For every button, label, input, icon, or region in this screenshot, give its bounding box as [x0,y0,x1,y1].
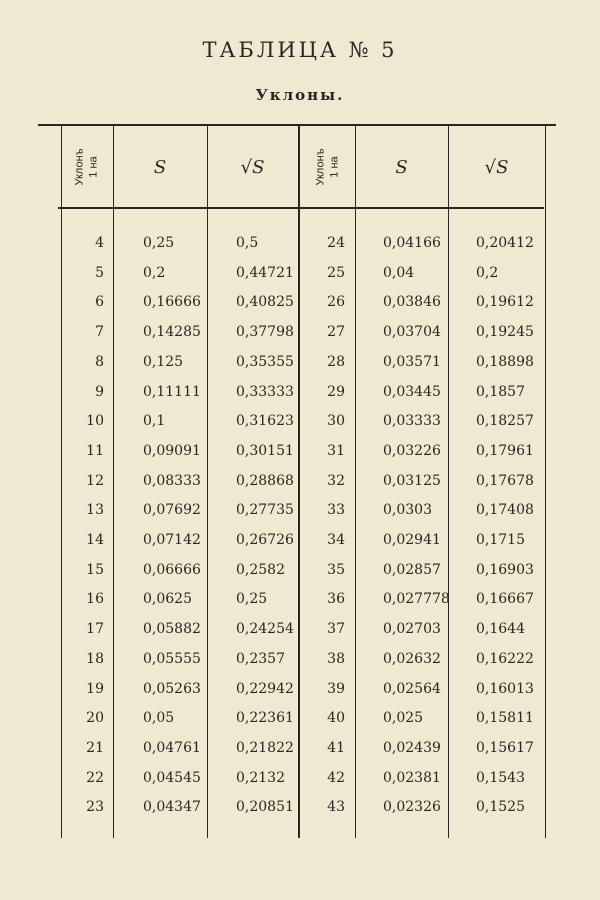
right-s-cell: 0,03445 [383,383,441,400]
table-row [0,645,600,675]
right-s-cell: 0,03333 [383,413,441,430]
right-sqrt-cell: 0,16013 [476,680,534,697]
right-slope-cell: 30 [327,413,345,430]
left-sqrt-cell: 0,22942 [236,680,294,697]
header-sqrt-left [207,126,298,208]
right-sqrt-cell: 0,16667 [476,591,534,608]
table-row [0,675,600,705]
right-slope-cell: 37 [327,621,345,638]
left-slope-cell: 20 [86,710,104,727]
right-sqrt-cell: 0,18257 [476,413,534,430]
table-row [0,229,600,259]
header-sqrt-label: √S [484,156,509,178]
right-s-cell: 0,03846 [383,294,441,311]
right-slope-cell: 35 [327,561,345,578]
right-slope-cell: 39 [327,680,345,697]
right-sqrt-cell: 0,16903 [476,561,534,578]
left-slope-cell: 4 [95,235,104,251]
right-sqrt-cell: 0,15811 [476,710,534,727]
right-sqrt-cell: 0,19245 [476,324,534,341]
left-slope-cell: 9 [95,383,104,400]
left-slope-cell: 8 [95,353,104,370]
left-s-cell: 0,11111 [143,383,201,400]
right-sqrt-cell: 0,2 [476,264,499,281]
table-row [0,318,600,348]
table-row [0,526,600,556]
header-s-label: S [153,156,167,178]
left-s-cell: 0,16666 [143,294,201,311]
right-s-cell: 0,03226 [383,442,441,459]
right-slope-cell: 31 [327,442,345,459]
right-sqrt-cell: 0,1525 [476,799,525,816]
right-slope-cell: 34 [327,532,345,548]
right-s-cell: 0,025 [383,710,424,727]
left-s-cell: 0,05882 [143,621,201,638]
left-s-cell: 0,1 [143,413,166,430]
table-row [0,734,600,764]
right-slope-cell: 33 [327,502,345,519]
left-slope-cell: 11 [86,442,104,459]
right-s-cell: 0,03704 [383,324,441,341]
left-slope-cell: 18 [86,650,104,667]
left-slope-cell: 14 [86,532,104,548]
left-slope-cell: 7 [95,324,104,341]
right-sqrt-cell: 0,1715 [476,532,525,548]
table-row [0,615,600,645]
right-s-cell: 0,02703 [383,621,441,638]
right-s-cell: 0,02439 [383,739,441,756]
left-s-cell: 0,07692 [143,502,201,519]
left-sqrt-cell: 0,2582 [236,561,285,578]
left-s-cell: 0,09091 [143,442,201,459]
left-slope-cell: 10 [86,413,104,430]
right-s-cell: 0,0303 [383,502,432,519]
left-sqrt-cell: 0,44721 [236,264,294,281]
right-slope-cell: 26 [327,294,345,311]
left-s-cell: 0,0625 [143,591,192,608]
left-sqrt-cell: 0,30151 [236,442,294,459]
right-slope-cell: 43 [327,799,345,816]
right-sqrt-cell: 0,19612 [476,294,534,311]
right-s-cell: 0,02564 [383,680,441,697]
left-slope-cell: 15 [86,561,104,578]
page-title: ТАБЛИЦА № 5 [202,38,398,62]
header-slope-label: Уклонъ 1 на [314,148,341,186]
right-s-cell: 0,02941 [383,532,441,548]
left-s-cell: 0,04545 [143,769,201,786]
table-row [0,496,600,526]
left-sqrt-cell: 0,24254 [236,621,294,638]
right-slope-cell: 36 [327,591,345,608]
right-sqrt-cell: 0,17678 [476,472,534,489]
right-sqrt-cell: 0,15617 [476,739,534,756]
right-sqrt-cell: 0,1857 [476,383,525,400]
table-row [0,556,600,586]
left-sqrt-cell: 0,40825 [236,294,294,311]
left-sqrt-cell: 0,26726 [236,532,294,548]
left-s-cell: 0,04761 [143,739,201,756]
right-sqrt-cell: 0,1644 [476,621,525,638]
table-row [0,437,600,467]
left-slope-cell: 12 [86,472,104,489]
left-slope-cell: 6 [95,294,104,311]
left-sqrt-cell: 0,31623 [236,413,294,430]
right-s-cell: 0,04166 [383,235,441,251]
left-sqrt-cell: 0,33333 [236,383,294,400]
header-slope-right [300,126,355,208]
right-s-cell: 0,02381 [383,769,441,786]
table-row [0,764,600,794]
right-slope-cell: 27 [327,324,345,341]
left-slope-cell: 23 [86,799,104,816]
right-s-cell: 0,03125 [383,472,441,489]
right-slope-cell: 41 [327,739,345,756]
right-slope-cell: 24 [327,235,345,251]
page-subtitle: Уклоны. [255,86,345,104]
left-s-cell: 0,08333 [143,472,201,489]
right-slope-cell: 38 [327,650,345,667]
left-sqrt-cell: 0,27735 [236,502,294,519]
table-row [0,467,600,497]
right-slope-cell: 25 [327,264,345,281]
left-sqrt-cell: 0,25 [236,591,268,608]
left-s-cell: 0,2 [143,264,166,281]
header-s-left [113,126,207,208]
left-slope-cell: 13 [86,502,104,519]
header-s-right [355,126,448,208]
right-sqrt-cell: 0,17961 [476,442,534,459]
left-s-cell: 0,05 [143,710,175,727]
left-slope-cell: 22 [86,769,104,786]
right-s-cell: 0,04 [383,264,415,281]
right-slope-cell: 40 [327,710,345,727]
header-slope-left [61,126,113,208]
header-sqrt-label: √S [240,156,265,178]
table-row [0,288,600,318]
right-s-cell: 0,027778 [383,591,450,608]
right-slope-cell: 42 [327,769,345,786]
right-s-cell: 0,03571 [383,353,441,370]
table-row [0,407,600,437]
right-sqrt-cell: 0,18898 [476,353,534,370]
left-slope-cell: 17 [86,621,104,638]
left-s-cell: 0,05555 [143,650,201,667]
left-s-cell: 0,14285 [143,324,201,341]
right-slope-cell: 32 [327,472,345,489]
left-s-cell: 0,125 [143,353,184,370]
left-s-cell: 0,25 [143,235,175,251]
left-s-cell: 0,07142 [143,532,201,548]
left-slope-cell: 16 [86,591,104,608]
table-row [0,378,600,408]
header-slope-label: Уклонъ 1 на [73,148,100,186]
left-sqrt-cell: 0,28868 [236,472,294,489]
left-sqrt-cell: 0,22361 [236,710,294,727]
table-row [0,585,600,615]
right-s-cell: 0,02632 [383,650,441,667]
left-s-cell: 0,05263 [143,680,201,697]
right-s-cell: 0,02857 [383,561,441,578]
left-s-cell: 0,06666 [143,561,201,578]
left-sqrt-cell: 0,37798 [236,324,294,341]
right-slope-cell: 28 [327,353,345,370]
left-s-cell: 0,04347 [143,799,201,816]
right-sqrt-cell: 0,17408 [476,502,534,519]
table-row [0,704,600,734]
right-slope-cell: 29 [327,383,345,400]
right-s-cell: 0,02326 [383,799,441,816]
right-sqrt-cell: 0,16222 [476,650,534,667]
left-sqrt-cell: 0,5 [236,235,259,251]
table-row [0,259,600,289]
left-sqrt-cell: 0,2132 [236,769,285,786]
left-slope-cell: 19 [86,680,104,697]
left-sqrt-cell: 0,21822 [236,739,294,756]
left-slope-cell: 21 [86,739,104,756]
header-s-label: S [395,156,408,178]
table-row [0,348,600,378]
table-row [0,793,600,823]
header-sqrt-right [448,126,545,208]
right-sqrt-cell: 0,20412 [476,235,534,251]
left-sqrt-cell: 0,20851 [236,799,294,816]
left-slope-cell: 5 [95,264,104,281]
right-sqrt-cell: 0,1543 [476,769,525,786]
left-sqrt-cell: 0,2357 [236,650,285,667]
left-sqrt-cell: 0,35355 [236,353,294,370]
